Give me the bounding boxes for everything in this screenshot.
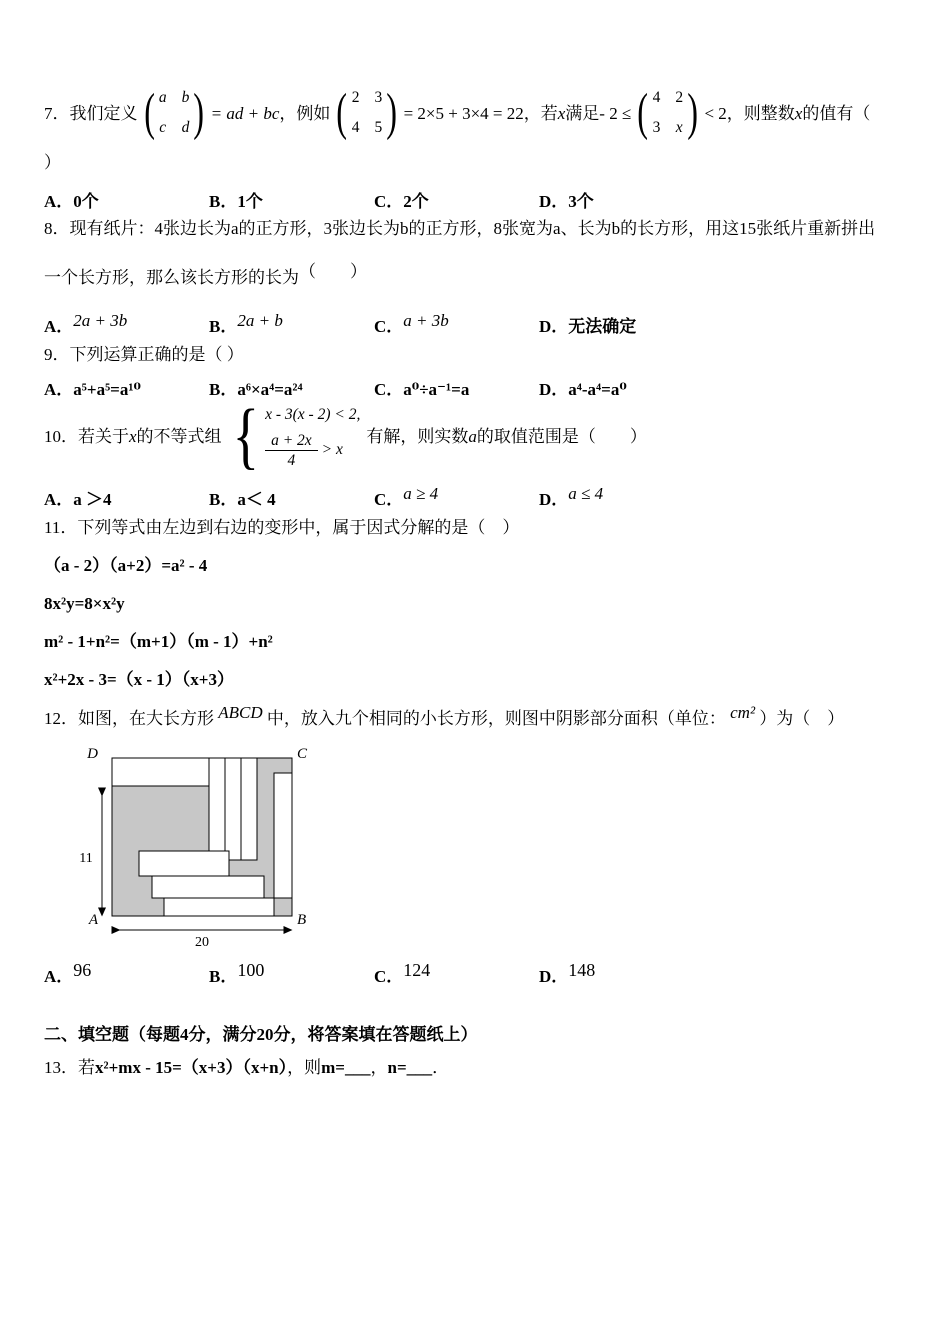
q10-option-a [44, 486, 209, 513]
small-rect-vertical-2 [225, 758, 241, 860]
q12-mid: 中，放入九个相同的小长方形，则图中阴影部分面积（单位： [266, 708, 726, 728]
option-letter: A． [44, 966, 74, 986]
option-letter: A． [44, 191, 74, 211]
option-text: 2a + b [237, 311, 283, 331]
q7-matrix-definition-entries [158, 86, 191, 141]
q10-var-x: x [129, 427, 137, 447]
q10-options [44, 486, 908, 513]
left-paren-icon: ( [637, 84, 649, 142]
right-paren-icon: ) [193, 84, 205, 142]
option-text: a⁶×a⁴=a²⁴ [237, 379, 303, 399]
option-letter: C． [374, 191, 404, 211]
section-2-title: 二、填空题（每题4分，满分20分，将答案填在答题纸上） [44, 1024, 478, 1044]
left-paren-icon: ( [336, 84, 348, 142]
q7-var-x: x [557, 103, 566, 123]
q11-option-c: m² - 1+n²=（m+1）（m - 1）+n² [44, 632, 273, 652]
question-9 [44, 341, 908, 403]
q13-m-blank: m=___ [321, 1057, 371, 1077]
q10-tail: 的取值范围是（ ） [476, 427, 647, 447]
option-letter: B． [209, 490, 238, 510]
option-text: a ≤ 4 [568, 484, 604, 504]
q7-option-c [374, 188, 539, 215]
option-text: 0个 [73, 191, 99, 211]
fraction-numerator: a + 2x [265, 431, 318, 451]
matrix-cell: 3 [652, 118, 661, 136]
option-letter: B． [209, 191, 238, 211]
q10-inequality-system [228, 395, 361, 478]
q7-option-a [44, 188, 209, 215]
question-8 [44, 215, 908, 341]
option-text: a + 3b [403, 311, 449, 331]
option-letter: A． [44, 317, 74, 337]
matrix-cell: 2 [351, 89, 360, 106]
q12-unit: cm² [730, 702, 756, 722]
q7-seg2: ，若 [523, 103, 558, 123]
small-rect-horizontal-3 [164, 898, 274, 916]
small-rect-vertical-1 [209, 758, 225, 860]
matrix-cell: x [675, 118, 683, 136]
q8-stem-line1: 8．现有纸片：4张边长为a的正方形，3张边长为b的正方形，8张宽为a、长为b的长方形，用这15张纸片重新拼出 [44, 218, 876, 238]
option-text: a⁰÷a⁻¹=a [403, 379, 470, 399]
q7-seg1: ，例如 [279, 103, 331, 123]
small-rect-horizontal-1 [139, 851, 229, 876]
q8-stem-line2 [44, 264, 908, 291]
matrix-cell: 2 [675, 89, 684, 106]
q12-option-c [374, 959, 539, 991]
q9-stem: 9．下列运算正确的是（ ） [44, 344, 244, 364]
right-paren-icon: ) [386, 84, 398, 142]
q10-mid2: 有解，则实数 [366, 427, 469, 447]
q11-option-a: （a - 2）（a+2）=a² - 4 [44, 555, 208, 575]
q12-figure-container [72, 744, 908, 958]
q8-options [44, 313, 908, 340]
q7-matrix-definition [141, 86, 208, 141]
q9-option-a [44, 376, 209, 403]
q7-matrix-example-entries [351, 86, 384, 141]
option-letter: D． [539, 379, 569, 399]
q10-lead: 10．若关于 [44, 427, 129, 447]
matrix-cell: 3 [374, 89, 383, 106]
q13-mid: ，则 [287, 1057, 322, 1077]
option-text: 无法确定 [568, 317, 637, 337]
option-letter: C． [374, 317, 404, 337]
q13-lead: 13．若 [44, 1057, 95, 1077]
corner-label-a: A [88, 911, 98, 928]
option-letter: C． [374, 490, 404, 510]
q7-ineq-right: < 2 [704, 103, 727, 123]
q8-option-b [209, 313, 374, 340]
question-10 [44, 395, 908, 514]
q9-option-d [539, 376, 627, 403]
option-letter: C． [374, 966, 404, 986]
option-text: a ＞4 [73, 490, 112, 510]
q7-seg4: ，则整数 [726, 103, 795, 123]
matrix-cell: 4 [652, 89, 661, 106]
q8-stem-line2-text: 一个长方形，那么该长方形的长为 [44, 268, 299, 288]
question-7 [44, 86, 908, 215]
matrix-cell: d [181, 118, 190, 136]
q12-option-b [209, 959, 374, 991]
option-text: 1个 [237, 191, 263, 211]
q11-stem: 11．下列等式由左边到右边的变形中，属于因式分解的是（ ） [44, 517, 520, 537]
q12-figure [72, 744, 322, 950]
left-paren-icon: ( [143, 84, 155, 142]
option-text: a⁵+a⁵=a¹⁰ [73, 379, 141, 399]
q13-end: ． [432, 1057, 450, 1077]
q7-seg3: 满足 [565, 103, 600, 123]
q11-option-d: x²+2x - 3=（x - 1）（x+3） [44, 670, 234, 690]
question-13 [44, 1054, 908, 1081]
q12-lead: 12．如图，在大长方形 [44, 708, 214, 728]
q10-option-d [539, 486, 603, 513]
q7-ineq-left: - 2 ≤ [599, 103, 632, 123]
q13-comma: ， [370, 1057, 388, 1077]
q10-stem [44, 395, 908, 478]
matrix-cell: c [159, 118, 167, 136]
q7-close-paren: ） [44, 152, 61, 172]
option-letter: B． [209, 379, 238, 399]
q12-option-d [539, 959, 596, 991]
option-text: 3个 [568, 191, 594, 211]
option-text: 2个 [403, 191, 429, 211]
option-letter: D． [539, 966, 569, 986]
left-brace-icon: { [231, 395, 259, 478]
option-letter: C． [374, 379, 404, 399]
q7-option-d [539, 188, 594, 215]
q10-mid1: 的不等式组 [136, 427, 222, 447]
q10-system-row1: x - 3(x - 2) < 2, [265, 405, 361, 423]
q8-option-c [374, 313, 539, 340]
small-rect-horizontal-2 [152, 876, 264, 898]
q8-answer-paren: （ ） [299, 262, 367, 282]
option-letter: A． [44, 490, 74, 510]
q7-option-b [209, 188, 374, 215]
q7-options [44, 188, 908, 215]
q12-option-a [44, 959, 209, 991]
option-letter: B． [209, 966, 238, 986]
q10-system-row2 [265, 431, 343, 471]
matrix-cell: 4 [351, 118, 360, 136]
matrix-cell: b [181, 89, 190, 106]
q9-options [44, 376, 908, 403]
q8-option-a [44, 313, 209, 340]
corner-label-c: C [297, 745, 308, 762]
q7-seg5: 的值有（ [802, 103, 871, 123]
option-letter: D． [539, 317, 569, 337]
option-letter: D． [539, 191, 569, 211]
q7-lead: 7．我们定义 [44, 103, 138, 123]
q13-n-blank: n=___ [387, 1057, 433, 1077]
q10-var-a: a [468, 427, 477, 447]
small-rect-top-strip [112, 758, 209, 786]
q7-matrix-unknown [634, 86, 701, 141]
q12-stem [44, 702, 908, 732]
option-text: 148 [568, 959, 596, 980]
small-rect-vertical-3 [241, 758, 257, 860]
fraction-denominator: 4 [287, 452, 296, 470]
q12-options [44, 959, 908, 991]
q12-rect-name: ABCD [218, 702, 263, 722]
option-text: a＜ 4 [237, 490, 276, 510]
option-letter: A． [44, 379, 74, 399]
q10-fraction [265, 431, 318, 471]
option-text: 2a + 3b [73, 311, 128, 331]
small-rect-right [274, 773, 292, 898]
q10-option-b [209, 486, 374, 513]
option-letter: B． [209, 317, 238, 337]
option-text: a⁴-a⁴=a⁰ [568, 379, 627, 399]
option-letter: D． [539, 490, 569, 510]
q7-matrix-unknown-entries [652, 86, 685, 141]
matrix-cell: a [158, 89, 167, 106]
q13-formula: x²+mx - 15=（x+3）（x+n） [95, 1057, 288, 1077]
q7-eq2: = 2×5 + 3×4 = 22 [403, 103, 524, 123]
q7-stem [44, 86, 908, 141]
q10-system-rows [265, 403, 360, 471]
question-12 [44, 702, 908, 991]
right-paren-icon: ) [687, 84, 699, 142]
q9-option-c [374, 376, 539, 403]
option-text: a ≥ 4 [403, 484, 439, 504]
q7-matrix-example [333, 86, 400, 141]
question-11 [44, 514, 908, 694]
corner-label-d: D [87, 745, 98, 762]
q11-option-b: 8x²y=8×x²y [44, 594, 125, 614]
height-dimension-label: 11 [79, 850, 93, 866]
q8-option-d [539, 313, 636, 340]
q7-var-x2: x [794, 103, 803, 123]
q10-option-c [374, 486, 539, 513]
q12-tail: ）为（ ） [759, 708, 845, 728]
option-text: 124 [403, 959, 431, 980]
corner-label-b: B [297, 911, 307, 928]
matrix-cell: 5 [374, 118, 383, 136]
option-text: 96 [73, 959, 92, 980]
q7-eq1: = ad + bc [210, 103, 280, 123]
option-text: 100 [237, 959, 265, 980]
q10-system-row2-rest: > x [321, 441, 343, 459]
width-dimension-label: 20 [195, 934, 209, 950]
q13-stem [44, 1054, 908, 1081]
